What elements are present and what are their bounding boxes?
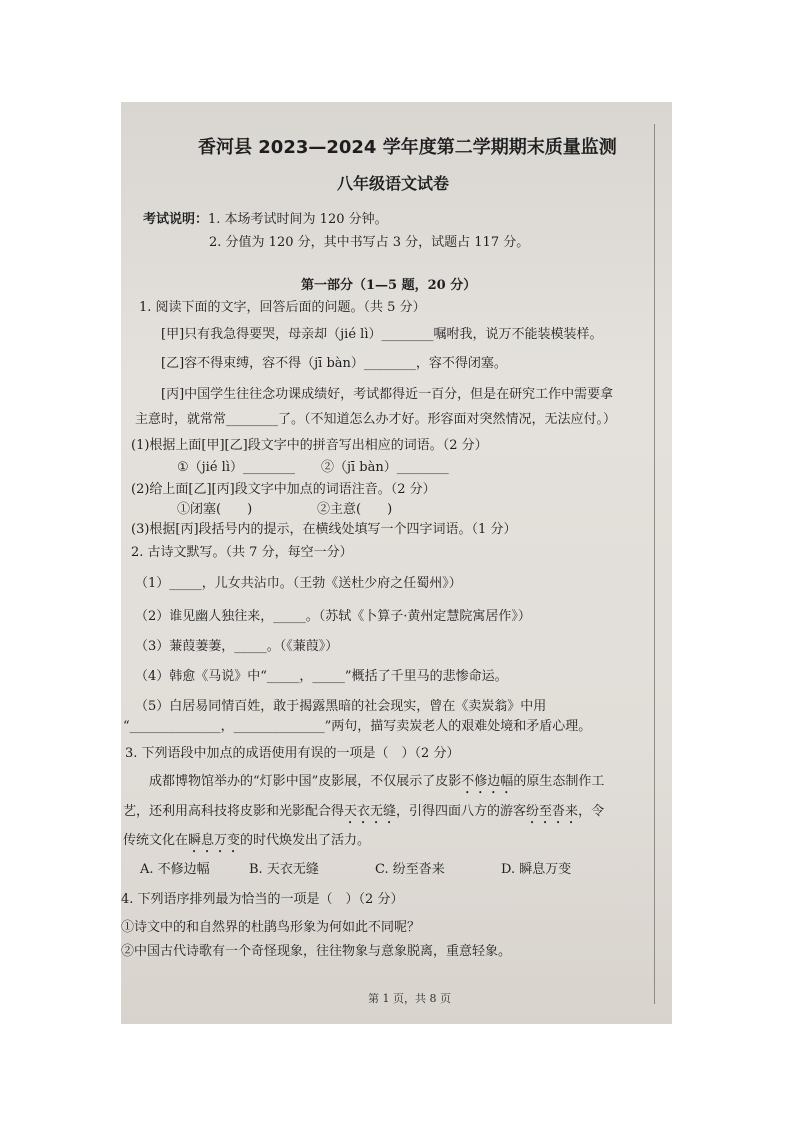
q3-idiom-dotted: 不修边幅 [461,774,514,789]
q2-item2: （2）谁见幽人独往来，_____。（苏轼《卜算子·黄州定慧院寓居作》） [135,609,531,624]
q3-text: 艺，还利用高科技将皮影和光影配合得 [123,804,345,819]
exam-title: 香河县 2023—2024 学年度第二学期期末质量监测 [198,137,617,158]
exam-subtitle: 八年级语文试卷 [337,174,450,193]
q3-idiom-dotted: 瞬息万变 [188,833,241,848]
q3-option-b: B. 天衣无缝 [249,862,319,877]
q1-stem: 1. 阅读下面的文字，回答后面的问题。（共 5 分） [139,300,426,315]
q1-sub1: (1)根据上面[甲][乙]段文字中的拼音写出相应的词语。（2 分） [131,438,488,453]
q3-option-d: D. 瞬息万变 [501,862,572,877]
instructions-label: 考试说明： [143,212,209,227]
q3-option-c: C. 纷至沓来 [375,862,445,877]
exam-paper-photo [121,102,672,1024]
instructions-line1 [143,212,388,228]
q1-passage-bing-2: 主意时，就常常________了。（不知道怎么办才好。形容面对突然情况，无法应付。） [135,412,617,427]
q3-text: 传统文化在 [123,833,189,848]
q4-stem: 4. 下列语序排列最为恰当的一项是（ ）（2 分） [121,892,404,907]
q3-paragraph-line1 [149,774,604,797]
q4-sentence-1: ①诗文中的和自然界的杜鹃鸟形象为何如此不同呢？ [121,920,421,935]
q3-text: ，令 [578,804,605,819]
paper-edge-line [654,124,655,1004]
q1-sub1-blanks: ①（jié lì）________ ②（jī bàn）________ [177,460,449,475]
q3-paragraph-line2 [123,804,604,827]
q2-item3: （3）蒹葭萋萋，_____。（《蒹葭》） [135,639,339,654]
instructions-item2: 2. 分值为 120 分，其中书写占 3 分，试题占 117 分。 [209,235,530,250]
instructions-item1: 1. 本场考试时间为 120 分钟。 [208,212,388,227]
q2-item5-line2: “______________，______________”两句，描写卖炭老人的艰难处境和矛盾心理。 [123,719,592,734]
section1-title: 第一部分（1—5 题，20 分） [301,278,477,293]
q3-paragraph-line3 [123,833,370,856]
q2-item5-line1: （5）白居易同情百姓，敢于揭露黑暗的社会现实，曾在《卖炭翁》中用 [135,699,547,714]
q1-passage-yi: [乙]容不得束缚，容不得（jī bàn）________，容不得闭塞。 [161,356,507,371]
q2-item1: （1）_____，儿女共沾巾。（王勃《送杜少府之任蜀州》） [135,576,462,591]
q3-text: 的时代焕发出了活力。 [240,833,371,848]
page-number: 第 1 页，共 8 页 [368,992,451,1005]
q3-stem: 3. 下列语段中加点的成语使用有误的一项是（ ）（2 分） [125,746,460,761]
q3-idiom-dotted: 天衣无缝 [344,804,397,819]
q1-sub2-a: ①闭塞( ) [177,502,253,517]
q3-option-a: A. 不修边幅 [140,862,210,877]
q1-sub2-b: ②主意( ) [317,502,393,517]
q4-sentence-2: ②中国古代诗歌有一个奇怪现象，往往物象与意象脱离，重意轻象。 [121,944,512,959]
q3-text: 的原生态制作工 [513,774,605,789]
q1-passage-bing-1: [丙]中国学生往往念功课成绩好，考试都得近一百分，但是在研究工作中需要拿 [161,387,614,402]
q1-sub2: (2)给上面[乙][丙]段文字中加点的词语注音。（2 分） [131,482,436,497]
q3-idiom-dotted: 纷至沓来 [526,804,579,819]
q3-text: 成都博物馆举办的“灯影中国”皮影展，不仅展示了皮影 [149,774,462,789]
q1-passage-jia: [甲]只有我急得要哭，母亲却（jié lì）________嘱咐我，说万不能装模装样。 [161,327,603,342]
q2-item4: （4）韩愈《马说》中“_____，_____”概括了千里马的悲惨命运。 [135,669,508,684]
q1-sub3: (3)根据[丙]段括号内的提示，在横线处填写一个四字词语。（1 分） [131,522,517,537]
q2-stem: 2. 古诗文默写。（共 7 分，每空一分） [131,545,353,560]
q3-text: ，引得四面八方的游客 [396,804,527,819]
